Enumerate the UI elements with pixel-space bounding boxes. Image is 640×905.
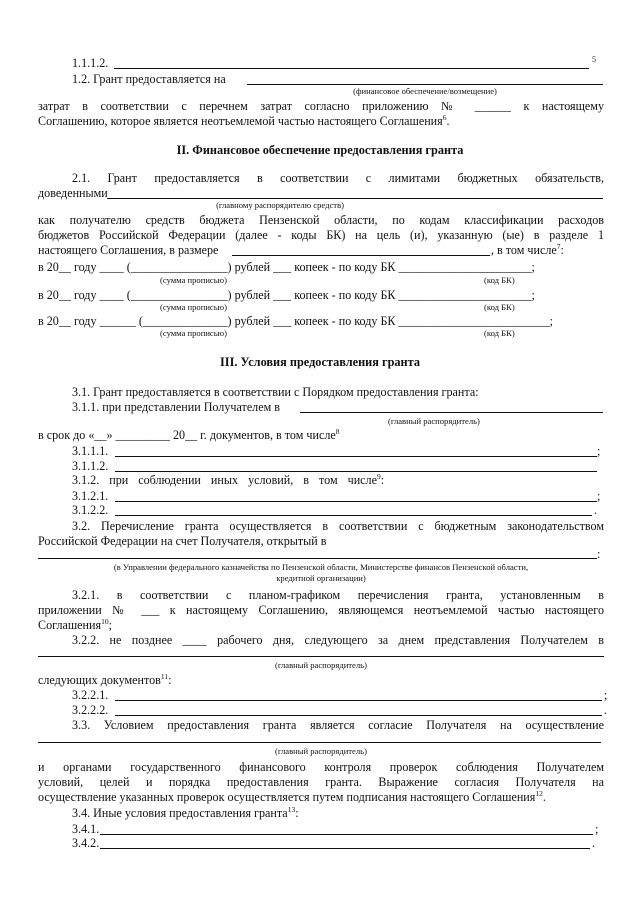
paragraph-line bbox=[38, 114, 450, 128]
line-end: ; bbox=[597, 444, 601, 458]
paragraph-text: 3.4. Иные условия предоставления гранта bbox=[72, 806, 288, 820]
item-1-2-text: 1.2. Грант предоставляется на bbox=[72, 72, 226, 86]
fill-line bbox=[107, 198, 603, 199]
line-end: ; bbox=[595, 822, 599, 836]
paragraph-text: , в том числе bbox=[491, 243, 557, 257]
paragraph-line bbox=[72, 473, 384, 487]
caption-code: (код БК) bbox=[484, 328, 515, 338]
footnote-ref: 12 bbox=[535, 788, 543, 798]
fill-line bbox=[247, 84, 603, 85]
fill-line bbox=[100, 848, 590, 849]
item-3-2-2-2-label: 3.2.2.2. bbox=[72, 703, 109, 717]
footnote-ref: 11 bbox=[160, 671, 169, 681]
paragraph-text: в срок до «__» _________ 20__ г. документов, в том числе bbox=[38, 428, 336, 442]
caption-treasury: (в Управлении федерального казначейства по Пензенской области, Министерстве финансов Пензенской области, bbox=[113, 562, 529, 572]
caption-code: (код БК) bbox=[484, 275, 515, 285]
fill-line bbox=[115, 501, 597, 502]
paragraph-line: бюджетов Российской Федерации (далее - коды БК) на цель (и), указанную (ые) в разделе 1 bbox=[38, 228, 604, 242]
footnote-ref: 9 bbox=[376, 471, 381, 481]
fill-line bbox=[115, 515, 592, 516]
paragraph-line: и органами государственного финансового контроля проверок соблюдения Получателем bbox=[38, 760, 604, 774]
fill-line bbox=[115, 700, 602, 701]
paragraph-line: условий, целей и порядка предоставления гранта. Выражение согласия Получателя на bbox=[38, 775, 604, 789]
caption-manager: (главному распорядителю средств) bbox=[216, 200, 344, 210]
paragraph-line bbox=[72, 806, 299, 820]
fill-line bbox=[100, 834, 593, 835]
paragraph-text: Соглашению, которое является неотъемлемой частью настоящего Соглашения bbox=[38, 114, 443, 128]
caption-sum: (сумма прописью) bbox=[160, 328, 227, 338]
item-3-1-2-1-label: 3.1.2.1. bbox=[72, 489, 109, 503]
paragraph-line bbox=[491, 243, 564, 257]
line-end: . bbox=[594, 503, 598, 517]
caption-main-manager: (главный распорядитель) bbox=[275, 660, 367, 670]
paragraph-line: затрат в соответствии с перечнем затрат согласно приложению № ______ к настоящему bbox=[38, 99, 604, 113]
paragraph-line: 3.3. Условием предоставления гранта является согласие Получателя на осуществление bbox=[72, 718, 604, 732]
paragraph-line: 3.2.1. в соответствии с планом-графиком перечисления гранта, установленным в bbox=[72, 588, 604, 602]
fill-line bbox=[115, 456, 597, 457]
paragraph-line: как получателю средств бюджета Пензенской области, по кодам классификации расходов bbox=[38, 213, 604, 227]
paragraph-line: 3.2.2. не позднее ____ рабочего дня, следующего за днем представления Получателем в bbox=[72, 633, 604, 647]
footnote-ref: 8 bbox=[335, 426, 340, 436]
paragraph-line bbox=[38, 673, 171, 687]
caption-funding: (финансовое обеспечение/возмещение) bbox=[353, 86, 497, 96]
caption-treasury: кредитной организации) bbox=[276, 573, 366, 583]
paragraph-text: следующих документов bbox=[38, 673, 161, 687]
item-3-1-1-2-label: 3.1.1.2. bbox=[72, 459, 109, 473]
paragraph-line: 3.2. Перечисление гранта осуществляется в соответствии с бюджетным законодательством bbox=[72, 519, 604, 533]
line-end: . bbox=[592, 836, 596, 850]
caption-main-manager: (главный распорядитель) bbox=[275, 746, 367, 756]
section-3-heading: III. Условия предоставления гранта bbox=[220, 355, 420, 369]
paragraph-line: приложении № ___ к настоящему Соглашению, являющемся неотъемлемой частью настоящего bbox=[38, 603, 604, 617]
fill-line bbox=[232, 255, 490, 256]
caption-code: (код БК) bbox=[484, 302, 515, 312]
item-1-1-1-2-label: 1.1.1.2. bbox=[72, 56, 109, 70]
footnote-ref: 5 bbox=[592, 55, 596, 64]
item-3-1-1-1-label: 3.1.1.1. bbox=[72, 444, 109, 458]
paragraph-text: Соглашения bbox=[38, 618, 102, 632]
fill-line bbox=[38, 742, 601, 743]
fill-line bbox=[38, 656, 604, 657]
paragraph-line bbox=[38, 618, 112, 632]
footnote-ref: 6 bbox=[442, 112, 447, 122]
paragraph-end: : bbox=[560, 243, 564, 257]
paragraph-line: доведенными bbox=[38, 186, 108, 200]
section-2-heading: II. Финансовое обеспечение предоставления гранта bbox=[176, 143, 464, 157]
item-3-2-2-1-label: 3.2.2.1. bbox=[72, 688, 109, 702]
year-row-3: в 20__ году ______ (______________) рублей ___ копеек - по коду БК _________________________; bbox=[38, 314, 554, 328]
paragraph-line bbox=[38, 790, 546, 804]
item-3-4-2-label: 3.4.2. bbox=[72, 836, 100, 850]
footnote-ref: 7 bbox=[556, 241, 561, 251]
paragraph-end: . bbox=[446, 114, 450, 128]
footnote-ref: 10 bbox=[101, 616, 109, 626]
paragraph-end: : bbox=[295, 806, 299, 820]
paragraph-line: настоящего Соглашения, в размере bbox=[38, 243, 219, 257]
fill-line bbox=[114, 68, 589, 69]
paragraph-line: 2.1. Грант предоставляется в соответствии с лимитами бюджетных обязательств, bbox=[72, 171, 604, 185]
caption-main-manager: (главный распорядитель) bbox=[388, 416, 480, 426]
line-end: . bbox=[604, 703, 608, 717]
paragraph-end: ; bbox=[108, 618, 112, 632]
fill-line bbox=[115, 471, 597, 472]
item-3-1-2-2-label: 3.1.2.2. bbox=[72, 503, 109, 517]
line-end: ; bbox=[604, 688, 608, 702]
paragraph-text: 3.1.2. при соблюдении иных условий, в том числе bbox=[72, 473, 377, 487]
paragraph-line: 3.1. Грант предоставляется в соответствии с Порядком предоставления гранта: bbox=[72, 385, 479, 399]
paragraph-end: : bbox=[380, 473, 385, 487]
paragraph-line: 3.1.1. при представлении Получателем в bbox=[72, 400, 280, 414]
paragraph-text: осуществление указанных проверок осуществляется путем подписания настоящего Соглашения bbox=[38, 790, 536, 804]
paragraph-end: : bbox=[168, 673, 172, 687]
caption-sum: (сумма прописью) bbox=[160, 302, 227, 312]
fill-line bbox=[38, 558, 597, 559]
paragraph-line bbox=[38, 428, 339, 442]
caption-sum: (сумма прописью) bbox=[160, 275, 227, 285]
line-end: : bbox=[597, 547, 601, 561]
year-row-2: в 20__ году ____ (________________) рублей ___ копеек - по коду БК ______________________; bbox=[38, 288, 535, 302]
paragraph-end: . bbox=[542, 790, 546, 804]
fill-line bbox=[115, 715, 602, 716]
year-row-1: в 20__ году ____ (________________) рублей ___ копеек - по коду БК ______________________; bbox=[38, 260, 535, 274]
paragraph-line: Российской Федерации на счет Получателя, открытый в bbox=[38, 534, 327, 548]
line-end: ; bbox=[597, 489, 601, 503]
item-3-4-1-label: 3.4.1. bbox=[72, 822, 100, 836]
footnote-ref: 13 bbox=[287, 804, 296, 814]
fill-line bbox=[300, 412, 603, 413]
